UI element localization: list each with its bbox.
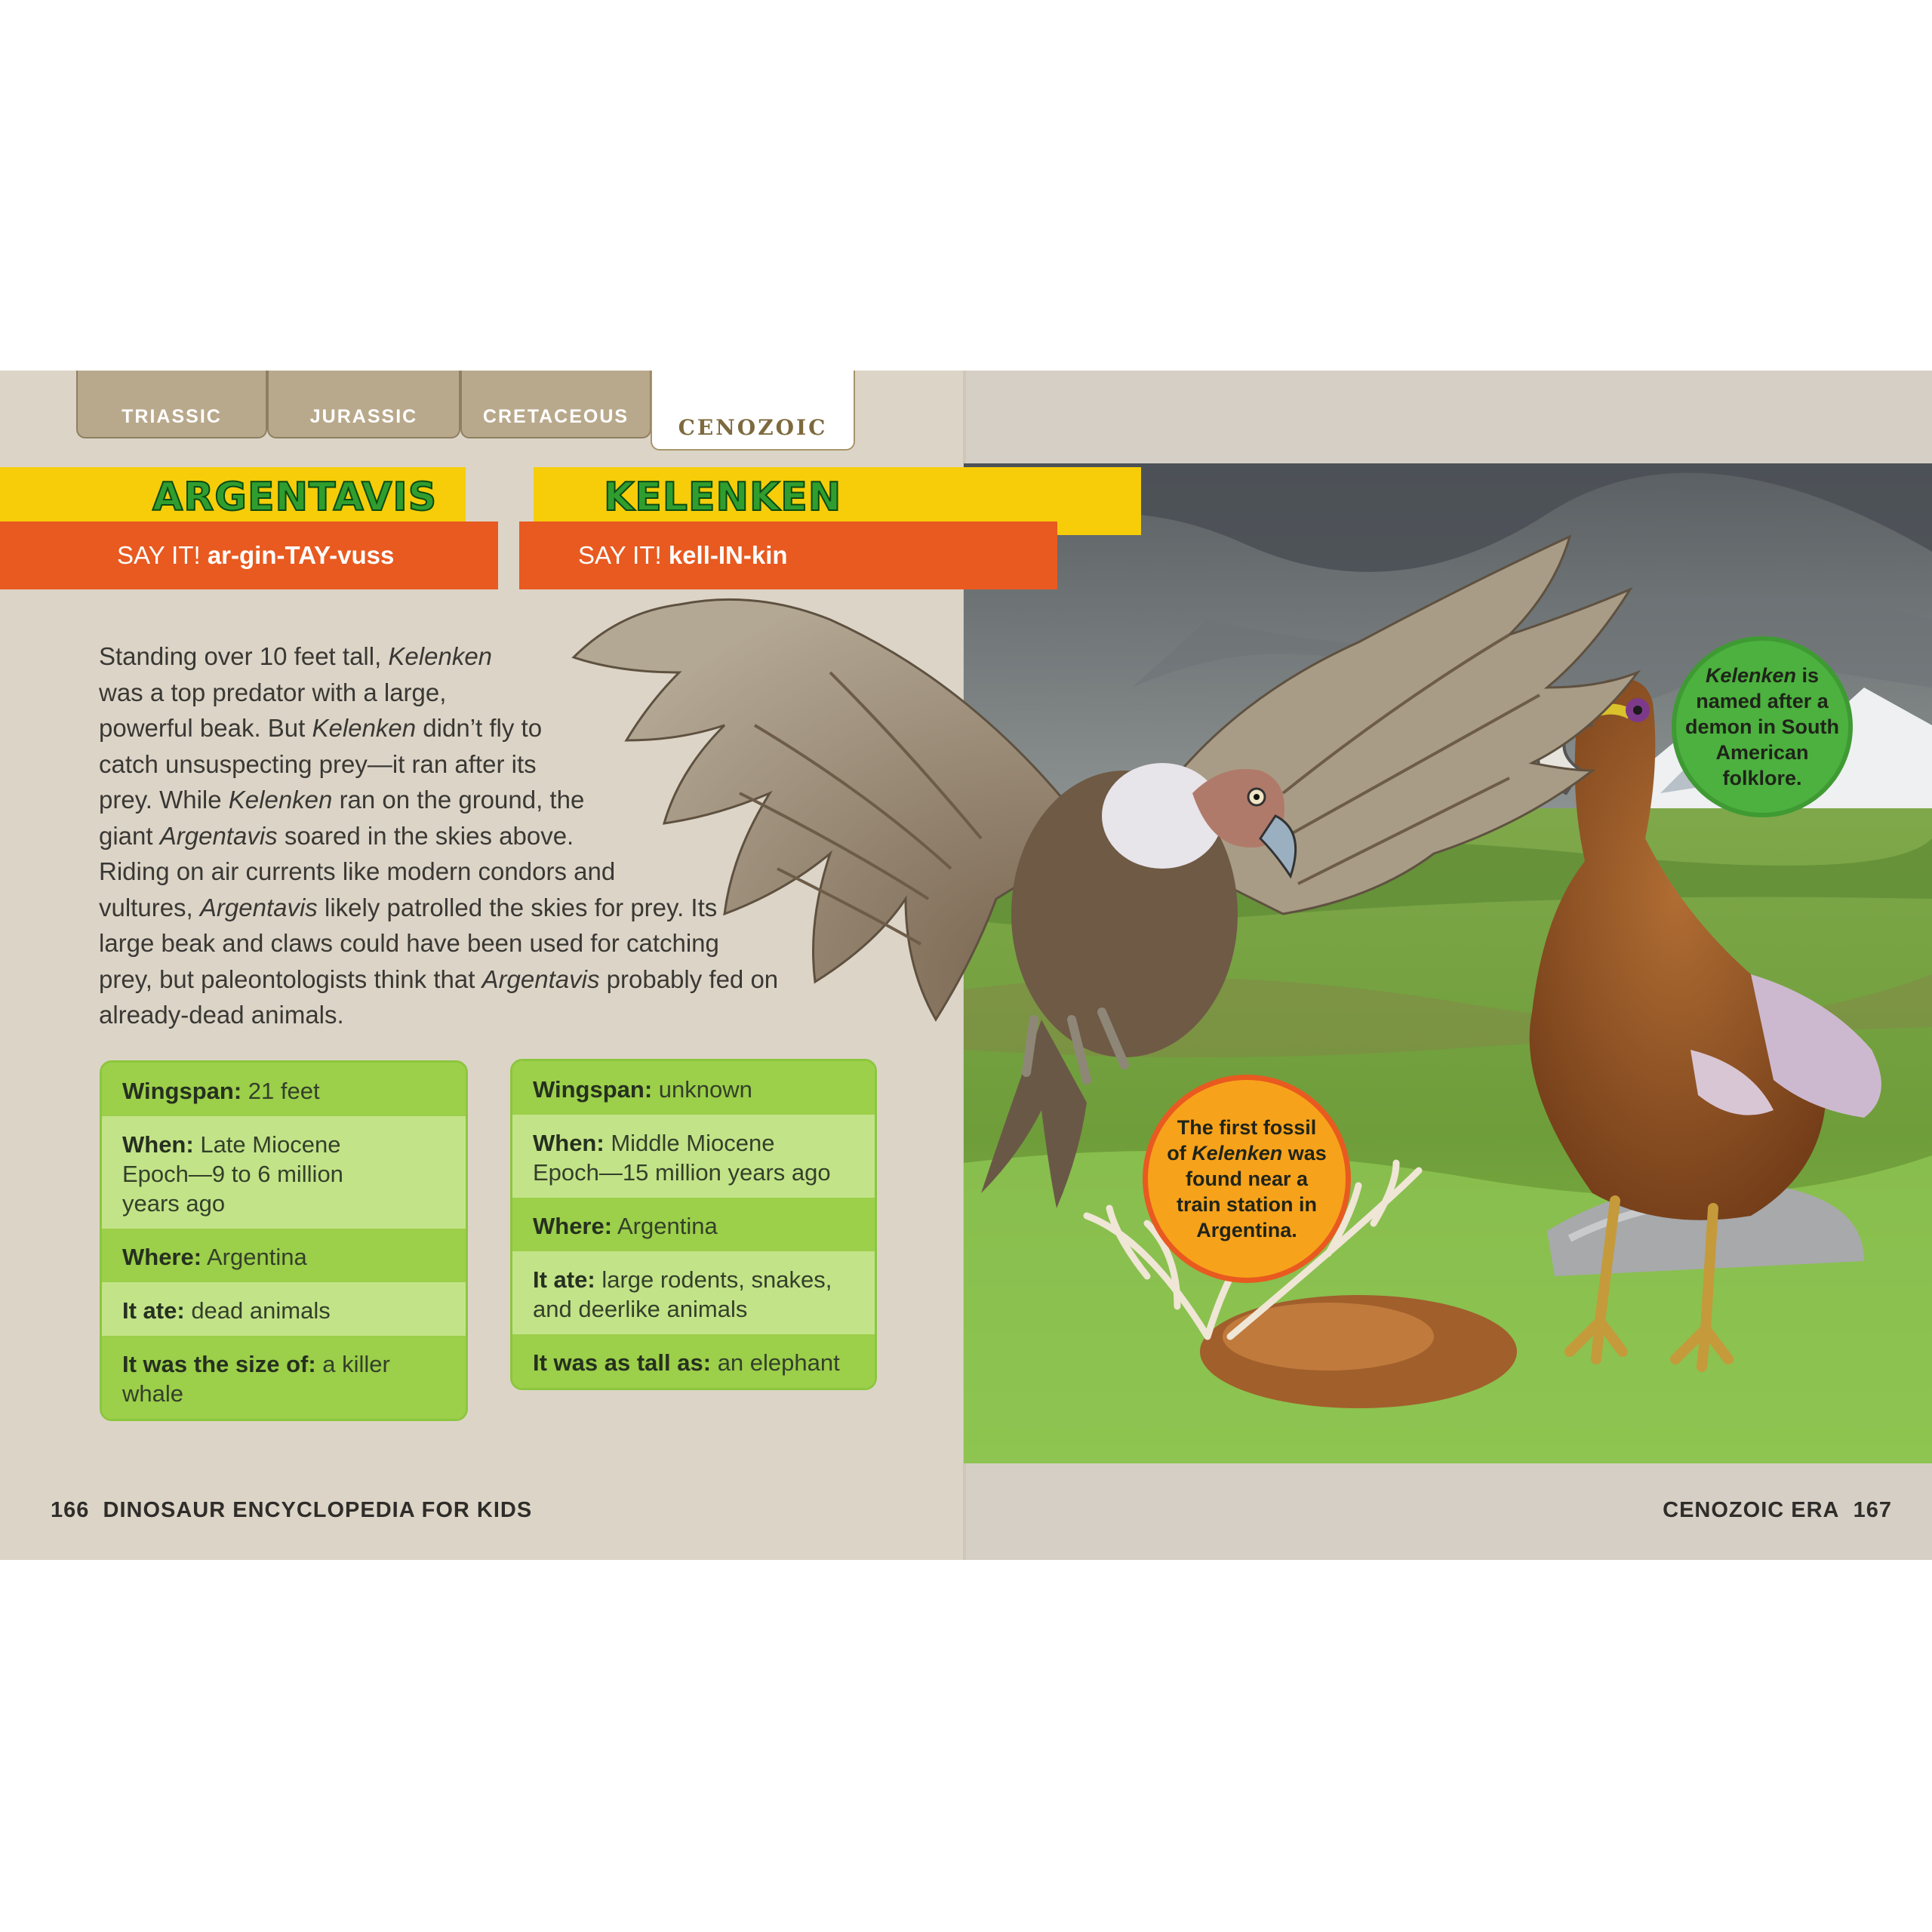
tab-triassic[interactable]: TRIASSIC <box>76 371 267 438</box>
fact-row-size: It was the size of: a killer whale <box>102 1336 466 1419</box>
fact-row-ate: It ate: large rodents, snakes, and deerlike animals <box>512 1251 875 1334</box>
fact-row-where: Where: Argentina <box>102 1229 466 1282</box>
page-number-right: 167 <box>1853 1498 1892 1522</box>
argentavis-title: ARGENTAVIS <box>152 475 438 520</box>
book-spread <box>0 371 1932 1560</box>
tab-jurassic[interactable]: JURASSIC <box>267 371 460 438</box>
fact-row-tall: It was as tall as: an elephant <box>512 1334 875 1388</box>
kelenken-title: KELENKEN <box>604 475 842 520</box>
fact-row-where: Where: Argentina <box>512 1198 875 1251</box>
section-title: CENOZOIC ERA <box>1663 1498 1840 1522</box>
fact-row-wingspan: Wingspan: unknown <box>512 1061 875 1115</box>
kelenken-factbox <box>510 1059 877 1390</box>
fact-row-when: When: Middle Miocene Epoch—15 million years ago <box>512 1115 875 1198</box>
fact-row-wingspan: Wingspan: 21 feet <box>102 1063 466 1116</box>
kelenken-fact-bubble-green: Kelenken is named after a demon in South American folklore. <box>1672 636 1853 817</box>
fact-row-ate: It ate: dead animals <box>102 1282 466 1336</box>
argentavis-pronunciation: SAY IT! ar-gin-TAY-vuss <box>117 541 395 569</box>
kelenken-fact-bubble-orange: The first fossil of Kelenken was found near a train station in Argentina. <box>1143 1075 1351 1283</box>
kelenken-pronunciation: SAY IT! kell-IN-kin <box>578 541 788 569</box>
body-paragraph: Standing over 10 feet tall, Kelenken was a top predator with a large, powerful beak. But Kelenken didn’t fly to catch unsuspecting prey—it ran after its prey. While Kelenken ran on the ground, the giant Argentavis soared in the skies above. Riding on air currents like modern condors and vultures, Argentavis likely patrolled the skies for prey. Its large beak and claws could have been used for catching prey, but paleontologists think that Argentavis probably fed on already-dead animals. <box>99 642 779 1029</box>
tab-cretaceous[interactable]: CRETACEOUS <box>460 371 651 438</box>
tab-cenozoic[interactable]: CENOZOIC <box>651 371 855 451</box>
page-number-left: 166 <box>51 1498 90 1522</box>
argentavis-factbox <box>100 1060 468 1421</box>
fact-row-when: When: Late Miocene Epoch—9 to 6 million years ago <box>102 1116 466 1229</box>
book-title: DINOSAUR ENCYCLOPEDIA FOR KIDS <box>103 1498 533 1522</box>
